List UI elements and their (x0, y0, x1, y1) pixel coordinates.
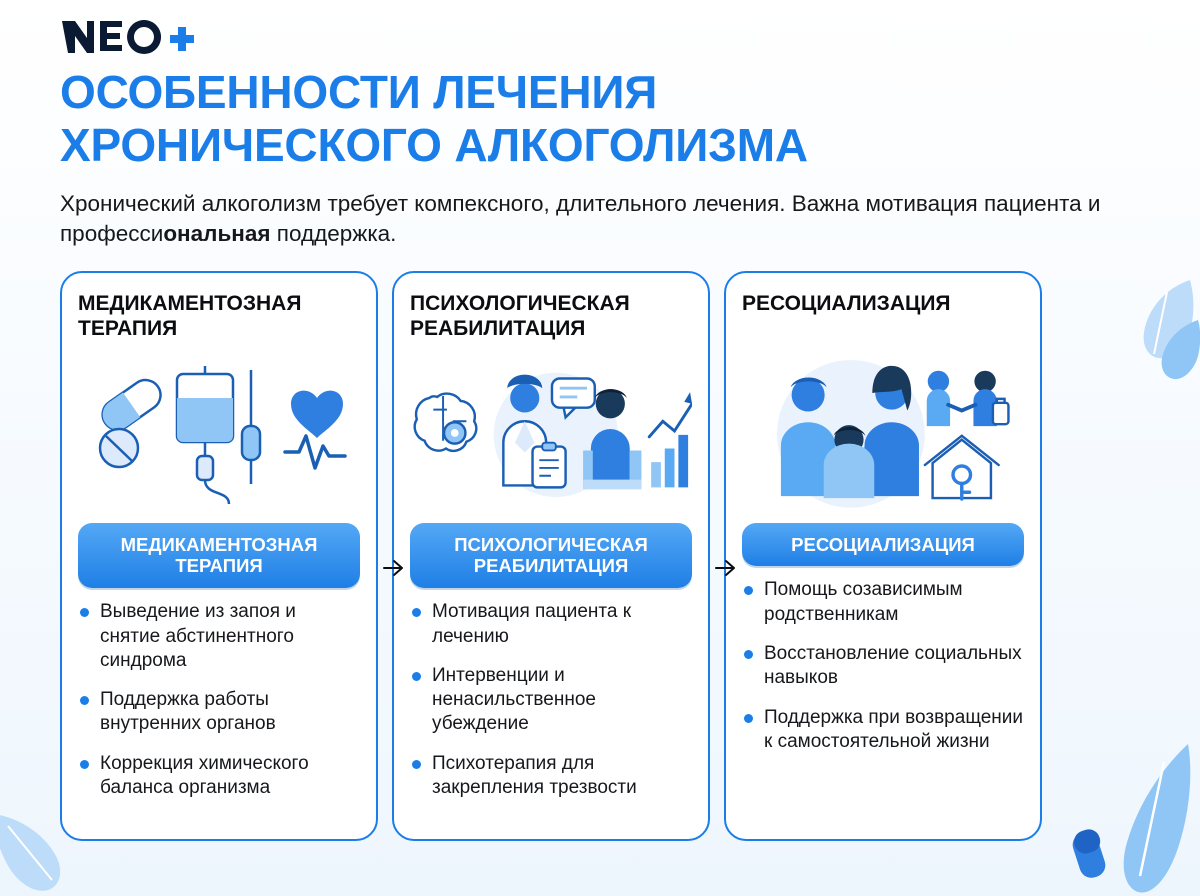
stage-heading-psychological: ПСИХОЛОГИЧЕСКАЯ РЕАБИЛИТАЦИЯ (410, 291, 630, 340)
subtitle-text-bold: ональная (163, 220, 271, 246)
stage-bullets-medication (78, 600, 360, 800)
stage-pill-medication: МЕДИКАМЕНТОЗНАЯ ТЕРАПИЯ (78, 523, 360, 589)
stage-illustration-medication (78, 343, 360, 519)
stage-bullets-resocialization (742, 578, 1024, 754)
stage-heading-resocialization: РЕСОЦИАЛИЗАЦИЯ (742, 291, 951, 315)
family-handshake-house-key-icon (742, 348, 1024, 513)
therapy-session-brain-chart-icon (410, 351, 692, 511)
flow-arrow-2-icon (714, 557, 740, 579)
stages-container (60, 271, 1140, 841)
list-item: Помощь созависимым родственникам (742, 578, 1024, 627)
list-item: Коррекция химического баланса организма (78, 752, 360, 801)
page-title-line2: ХРОНИЧЕСКОГО АЛКОГОЛИЗМА (60, 119, 808, 172)
pills-iv-drip-heartbeat-icon (79, 356, 359, 506)
list-item: Психотерапия для закрепления трезвости (410, 752, 692, 801)
list-item: Восстановление социальных навыков (742, 642, 1024, 691)
brand-logo (60, 0, 1140, 56)
list-item: Интервенции и ненасильственное убеждение (410, 664, 692, 737)
stage-illustration-resocialization (742, 343, 1024, 519)
list-item: Поддержка работы внутренних органов (78, 688, 360, 737)
page-title (60, 66, 1140, 173)
page-title-line1: ОСОБЕННОСТИ ЛЕЧЕНИЯ (60, 66, 658, 118)
stage-pill-resocialization: РЕСОЦИАЛИЗАЦИЯ (742, 523, 1024, 567)
stage-illustration-psychological (410, 343, 692, 519)
list-item: Поддержка при возвращении к самостоятельной жизни (742, 706, 1024, 755)
list-item: Мотивация пациента к лечению (410, 600, 692, 649)
subtitle-text-part2: поддержка. (270, 220, 397, 246)
subtitle-text-part1: Хронический алкоголизм требует компексного, длительного лечения. Важна мотивация пациента и професси (60, 190, 1101, 246)
list-item: Выведение из запоя и снятие абстинентного синдрома (78, 600, 360, 673)
page-subtitle (60, 189, 1140, 249)
stage-card-resocialization (724, 271, 1042, 841)
stage-card-psychological (392, 271, 710, 841)
neo-plus-logo-icon (60, 17, 220, 57)
stage-pill-psychological: ПСИХОЛОГИЧЕСКАЯ РЕАБИЛИТАЦИЯ (410, 523, 692, 589)
stage-bullets-psychological (410, 600, 692, 800)
stage-card-medication (60, 271, 378, 841)
stage-heading-medication: МЕДИКАМЕНТОЗНАЯ ТЕРАПИЯ (78, 291, 302, 340)
flow-arrow-1-icon (382, 557, 408, 579)
